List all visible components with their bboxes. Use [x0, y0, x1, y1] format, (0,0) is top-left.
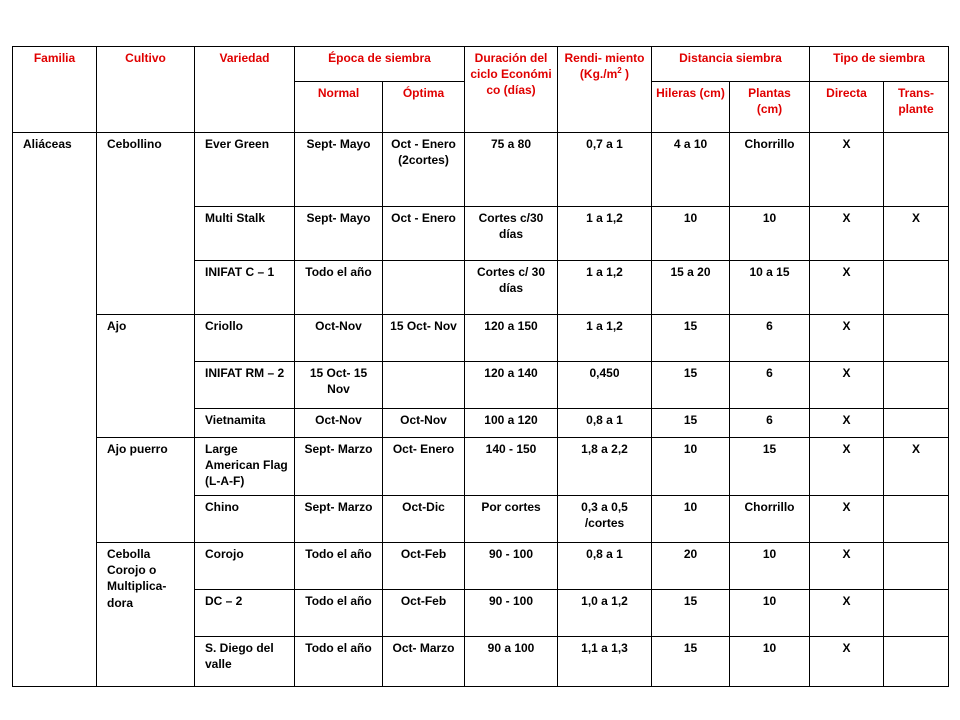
trasplante-cell	[884, 133, 949, 207]
rendimiento-cell: 0,7 a 1	[558, 133, 652, 207]
plantas-cell: 10	[730, 590, 810, 637]
variedad-cell: Large American Flag (L-A-F)	[195, 438, 295, 496]
duracion-cell: 120 a 150	[465, 315, 558, 362]
rendimiento-cell: 1 a 1,2	[558, 315, 652, 362]
optima-cell: Oct- Marzo	[383, 637, 465, 687]
hileras-cell: 20	[652, 543, 730, 590]
hileras-cell: 4 a 10	[652, 133, 730, 207]
variedad-cell: Ever Green	[195, 133, 295, 207]
plantas-cell: 10	[730, 637, 810, 687]
normal-cell: Sept- Mayo	[295, 207, 383, 261]
trasplante-cell	[884, 496, 949, 543]
crop-table	[12, 46, 949, 687]
directa-cell: X	[810, 438, 884, 496]
directa-cell: X	[810, 362, 884, 409]
rendimiento-cell: 0,3 a 0,5 /cortes	[558, 496, 652, 543]
trasplante-cell	[884, 261, 949, 315]
directa-cell: X	[810, 637, 884, 687]
header-plantas: Plantas (cm)	[730, 82, 810, 133]
hileras-cell: 15	[652, 590, 730, 637]
variedad-cell: Multi Stalk	[195, 207, 295, 261]
trasplante-cell	[884, 315, 949, 362]
optima-cell	[383, 261, 465, 315]
duracion-cell: 120 a 140	[465, 362, 558, 409]
trasplante-cell	[884, 590, 949, 637]
cultivo-cell: Ajo puerro	[97, 438, 195, 543]
plantas-cell: 6	[730, 362, 810, 409]
directa-cell: X	[810, 409, 884, 438]
cultivo-cell: Ajo	[97, 315, 195, 438]
trasplante-cell: X	[884, 207, 949, 261]
hileras-cell: 15	[652, 409, 730, 438]
normal-cell: Oct-Nov	[295, 409, 383, 438]
familia-cell: Aliáceas	[13, 133, 97, 687]
cultivo-cell: Cebollino	[97, 133, 195, 315]
duracion-cell: Por cortes	[465, 496, 558, 543]
normal-cell: Sept- Marzo	[295, 496, 383, 543]
variedad-cell: INIFAT C – 1	[195, 261, 295, 315]
normal-cell: Todo el año	[295, 590, 383, 637]
duracion-cell: Cortes c/ 30 días	[465, 261, 558, 315]
optima-cell: Oct - Enero (2cortes)	[383, 133, 465, 207]
table-row	[13, 543, 949, 590]
rendimiento-cell: 1,0 a 1,2	[558, 590, 652, 637]
hileras-cell: 15	[652, 637, 730, 687]
optima-cell: Oct-Nov	[383, 409, 465, 438]
duracion-cell: 90 - 100	[465, 590, 558, 637]
plantas-cell: Chorrillo	[730, 133, 810, 207]
plantas-cell: 10	[730, 543, 810, 590]
header-variedad: Variedad	[195, 47, 295, 133]
hileras-cell: 10	[652, 496, 730, 543]
hileras-cell: 10	[652, 438, 730, 496]
duracion-cell: 90 a 100	[465, 637, 558, 687]
optima-cell: 15 Oct- Nov	[383, 315, 465, 362]
normal-cell: Sept- Mayo	[295, 133, 383, 207]
duracion-cell: 140 - 150	[465, 438, 558, 496]
optima-cell: Oct-Feb	[383, 543, 465, 590]
header-cultivo: Cultivo	[97, 47, 195, 133]
directa-cell: X	[810, 315, 884, 362]
header-trasplante: Trans- plante	[884, 82, 949, 133]
header-duracion: Duración del ciclo Económi co (días)	[465, 47, 558, 133]
variedad-cell: Vietnamita	[195, 409, 295, 438]
trasplante-cell	[884, 637, 949, 687]
rendimiento-cell: 0,8 a 1	[558, 543, 652, 590]
hileras-cell: 15	[652, 315, 730, 362]
optima-cell: Oct-Feb	[383, 590, 465, 637]
normal-cell: Todo el año	[295, 543, 383, 590]
duracion-cell: 75 a 80	[465, 133, 558, 207]
header-epoca: Época de siembra	[295, 47, 465, 82]
rendimiento-cell: 1 a 1,2	[558, 261, 652, 315]
plantas-cell: 10	[730, 207, 810, 261]
header-tipo: Tipo de siembra	[810, 47, 949, 82]
trasplante-cell	[884, 409, 949, 438]
hileras-cell: 10	[652, 207, 730, 261]
optima-cell: Oct-Dic	[383, 496, 465, 543]
directa-cell: X	[810, 496, 884, 543]
optima-cell: Oct- Enero	[383, 438, 465, 496]
normal-cell: 15 Oct- 15 Nov	[295, 362, 383, 409]
directa-cell: X	[810, 543, 884, 590]
variedad-cell: DC – 2	[195, 590, 295, 637]
table-row	[13, 315, 949, 362]
directa-cell: X	[810, 590, 884, 637]
optima-cell	[383, 362, 465, 409]
variedad-cell: S. Diego del valle	[195, 637, 295, 687]
trasplante-cell	[884, 543, 949, 590]
header-rendimiento-close: )	[621, 67, 630, 82]
header-normal: Normal	[295, 82, 383, 133]
cultivo-cell: Cebolla Corojo o Multiplica- dora	[97, 543, 195, 687]
optima-cell: Oct - Enero	[383, 207, 465, 261]
header-familia: Familia	[13, 47, 97, 133]
rendimiento-cell: 0,450	[558, 362, 652, 409]
normal-cell: Todo el año	[295, 637, 383, 687]
directa-cell: X	[810, 133, 884, 207]
header-hileras: Hileras (cm)	[652, 82, 730, 133]
normal-cell: Sept- Marzo	[295, 438, 383, 496]
header-distancia: Distancia siembra	[652, 47, 810, 82]
variedad-cell: Criollo	[195, 315, 295, 362]
duracion-cell: 90 - 100	[465, 543, 558, 590]
duracion-cell: 100 a 120	[465, 409, 558, 438]
variedad-cell: Chino	[195, 496, 295, 543]
plantas-cell: 6	[730, 315, 810, 362]
rendimiento-cell: 0,8 a 1	[558, 409, 652, 438]
normal-cell: Oct-Nov	[295, 315, 383, 362]
hileras-cell: 15 a 20	[652, 261, 730, 315]
rendimiento-cell: 1,1 a 1,3	[558, 637, 652, 687]
directa-cell: X	[810, 261, 884, 315]
plantas-cell: 15	[730, 438, 810, 496]
normal-cell: Todo el año	[295, 261, 383, 315]
plantas-cell: 6	[730, 409, 810, 438]
trasplante-cell: X	[884, 438, 949, 496]
header-rendimiento	[558, 47, 652, 133]
trasplante-cell	[884, 362, 949, 409]
table-row	[13, 133, 949, 207]
variedad-cell: INIFAT RM – 2	[195, 362, 295, 409]
hileras-cell: 15	[652, 362, 730, 409]
table-row	[13, 438, 949, 496]
header-rendimiento-text: Rendi- miento (Kg./m	[564, 51, 645, 82]
directa-cell: X	[810, 207, 884, 261]
rendimiento-cell: 1 a 1,2	[558, 207, 652, 261]
rendimiento-cell: 1,8 a 2,2	[558, 438, 652, 496]
variedad-cell: Corojo	[195, 543, 295, 590]
plantas-cell: 10 a 15	[730, 261, 810, 315]
plantas-cell: Chorrillo	[730, 496, 810, 543]
header-optima: Óptima	[383, 82, 465, 133]
header-directa: Directa	[810, 82, 884, 133]
duracion-cell: Cortes c/30 días	[465, 207, 558, 261]
header-rendimiento-sup: 2	[617, 66, 622, 76]
